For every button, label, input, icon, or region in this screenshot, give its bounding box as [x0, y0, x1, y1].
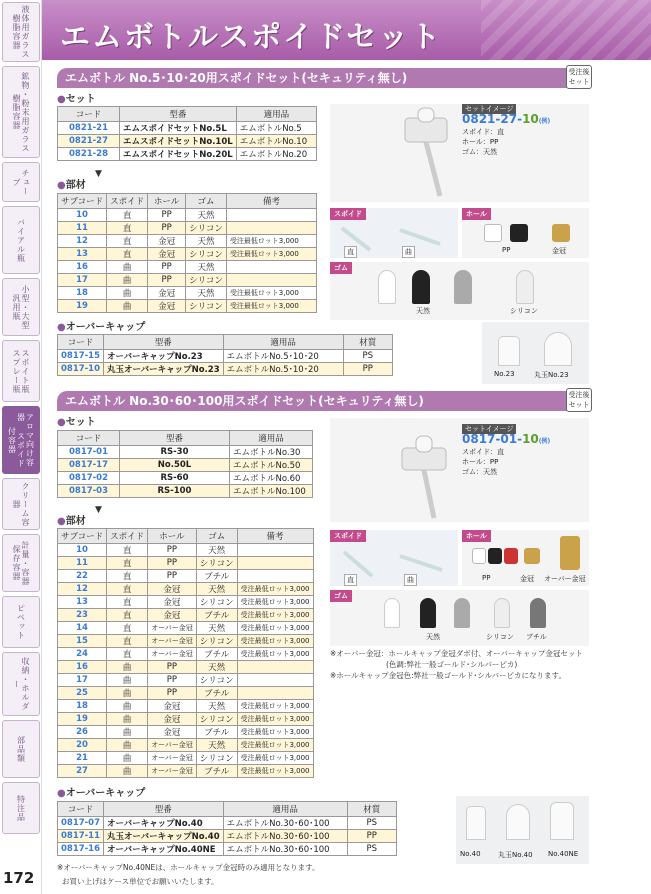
table-cell: 曲 [107, 661, 148, 674]
banner-stripe [481, 0, 651, 60]
table-cell: 0817-07 [58, 817, 104, 830]
table-cell: 金冠 [148, 609, 197, 622]
table-cell: 直 [107, 583, 148, 596]
table-row [58, 739, 314, 752]
table-cell: 受注最低ロット3,000 [237, 622, 313, 635]
table-cell: 13 [58, 248, 107, 261]
table-row [58, 209, 317, 222]
table-cell: PS [347, 843, 396, 856]
table-cell [237, 687, 313, 700]
table-row [58, 274, 317, 287]
table-cell: エムボトルNo.5 [236, 122, 316, 135]
table-cell: PS [343, 350, 392, 363]
table-cell: PP [148, 274, 186, 287]
table-cell: オーバー金冠 [148, 635, 197, 648]
table-cell [226, 261, 316, 274]
table-cell: ブチル [196, 726, 237, 739]
table-row [58, 222, 317, 235]
table-cell: エムボトルNo.60 [230, 472, 313, 485]
rubber-silicone-icon [516, 270, 534, 304]
table-cell: 直 [107, 609, 148, 622]
table-cell: 0821-28 [58, 148, 120, 161]
table-cell: エムボトルNo.5･10･20 [223, 350, 343, 363]
table-cell: 直 [107, 209, 148, 222]
table-row [58, 261, 317, 274]
table-cell: エムボトルNo.100 [230, 485, 313, 498]
overcap-icon [466, 806, 486, 840]
table-cell: 受注最低ロット3,000 [237, 713, 313, 726]
table-cell: PP [148, 209, 186, 222]
sidebar-tab-custom[interactable]: 特注品 [2, 782, 40, 834]
table-cell: 13 [58, 596, 107, 609]
table-cell: ブチル [196, 765, 237, 778]
table-row [58, 570, 314, 583]
section1-spoid-image: スポイド 直 曲 [330, 208, 458, 258]
rubber-grey-icon [454, 598, 470, 628]
table-row [58, 648, 314, 661]
table-row [58, 817, 397, 830]
section1-parts-table: サブコード スポイド ホール ゴム 備考 10 直 PP 天然 11 直 PP シリコン 12 直 金冠 天然 受注最低ロット3,000 13 直 金冠 シリコン 受注最低ロット3,000 16 曲 PP 天然 17 曲 PP シリコン 18 曲 金冠 天然 受注最低ロット3,000 19 曲 金冠 シリコン 受注最低ロット3,000 [57, 193, 317, 313]
table-cell: シリコン [196, 674, 237, 687]
table-cell: PP [343, 363, 392, 376]
table-cell [226, 274, 316, 287]
rubber-white-icon [378, 270, 396, 304]
round-overcap-icon [506, 804, 530, 840]
overgold-cap-icon [560, 536, 580, 570]
table-cell: 曲 [107, 287, 148, 300]
table-cell: 直 [107, 570, 148, 583]
table-cell: 受注最低ロット3,000 [237, 635, 313, 648]
table-cell: エムボトルNo.5･10･20 [223, 363, 343, 376]
table-row [58, 235, 317, 248]
table-row [58, 544, 314, 557]
page-banner [42, 0, 651, 60]
table-cell: エムボトルNo.30･60･100 [223, 817, 347, 830]
table-cell: オーバー金冠 [148, 752, 197, 765]
table-cell: 21 [58, 752, 107, 765]
table-cell: 丸玉オーバーキャップNo.40 [104, 830, 224, 843]
table-cell: 曲 [107, 752, 148, 765]
table-cell: エムボトルNo.30･60･100 [223, 843, 347, 856]
table-cell: 23 [58, 609, 107, 622]
table-row [58, 843, 397, 856]
table-cell: オーバー金冠 [148, 739, 197, 752]
table-cell: 金冠 [148, 248, 186, 261]
table-cell: シリコン [186, 248, 227, 261]
round-overcap-icon [544, 332, 572, 366]
table-cell [237, 570, 313, 583]
table-cell: 天然 [196, 583, 237, 596]
table-cell [237, 557, 313, 570]
table-cell: シリコン [186, 222, 227, 235]
table-row [58, 350, 393, 363]
table-cell: オーバーキャップNo.40NE [104, 843, 224, 856]
table-cell: エムスポイドセットNo.20L [120, 148, 237, 161]
table-row [58, 148, 317, 161]
table-row [58, 661, 314, 674]
table-cell: エムスポイドセットNo.5L [120, 122, 237, 135]
table-cell: エムボトルNo.50 [230, 459, 313, 472]
table-cell: PP [148, 557, 197, 570]
table-cell: PP [148, 570, 197, 583]
table-cell: PP [148, 661, 197, 674]
table-cell: 直 [107, 596, 148, 609]
sidebar-tab-holder[interactable]: 収納・ホルダー [2, 652, 40, 716]
table-row [58, 363, 393, 376]
table-cell: PP [148, 674, 197, 687]
section1-set-table: コード 型番 適用品 0821-21 エムスポイドセットNo.5L エムボトルNo.5 0821-27 エムスポイドセットNo.10L エムボトルNo.10 0821-28 エムスポイドセットNo.20L エムボトルNo.20 [57, 106, 317, 161]
section2-hole-image: ホール PP 金冠 オーバー金冠 [462, 530, 589, 586]
section1-parts-heading: ●部材 [57, 180, 86, 191]
table-cell: 天然 [196, 661, 237, 674]
table-cell: 金冠 [148, 713, 197, 726]
table-cell: 金冠 [148, 300, 186, 313]
section1-rubber-image: ゴム 天然 シリコン [330, 262, 589, 320]
table-cell [237, 661, 313, 674]
table-cell: 曲 [107, 687, 148, 700]
table-cell: 0817-16 [58, 843, 104, 856]
table-cell: 0817-10 [58, 363, 104, 376]
sidebar-tab-liquid[interactable]: 液体用ガラス 樹脂容器 [2, 2, 40, 62]
table-cell: シリコン [196, 635, 237, 648]
table-cell [226, 222, 316, 235]
table-cell: 0817-17 [58, 459, 120, 472]
table-cell: 直 [107, 557, 148, 570]
table-cell: 受注最低ロット3,000 [237, 609, 313, 622]
gold-cap-icon [524, 548, 540, 564]
table-cell: 曲 [107, 739, 148, 752]
sidebar-tab-parts[interactable]: 部品類 [2, 720, 40, 778]
table-cell: 15 [58, 635, 107, 648]
section1-cap-heading: ●オーバーキャップ [57, 322, 146, 333]
table-row [58, 713, 314, 726]
table-cell: 受注最低ロット3,000 [237, 739, 313, 752]
table-cell: 14 [58, 622, 107, 635]
table-cell: 天然 [196, 622, 237, 635]
table-cell: シリコン [196, 596, 237, 609]
table-cell: 12 [58, 583, 107, 596]
table-cell: RS-30 [120, 446, 230, 459]
table-cell: 16 [58, 261, 107, 274]
table-cell: 受注最低ロット3,000 [237, 700, 313, 713]
pp-cap-icon [472, 548, 486, 564]
table-row [58, 596, 314, 609]
section2-set-table: コード 型番 適用品 0817-01 RS-30 エムボトルNo.30 0817-17 No.50L エムボトルNo.50 0817-02 RS-60 エムボトルNo.60 0817-03 RS-100 エムボトルNo.100 [57, 430, 313, 498]
table-cell [226, 209, 316, 222]
table-cell: PP [148, 687, 197, 700]
table-row [58, 765, 314, 778]
section2-note-1: ※オーバー金冠：ホールキャップ金冠ダボ付、オーバーキャップ金冠セット [330, 649, 583, 658]
sidebar-index [0, 0, 42, 894]
table-cell: 24 [58, 648, 107, 661]
section2-title: エムボトル No.30･60･100用スポイドセット(セキュリティ無し) [57, 391, 589, 411]
table-row [58, 726, 314, 739]
table-cell: 曲 [107, 300, 148, 313]
table-cell: 12 [58, 235, 107, 248]
table-cell: 直 [107, 248, 148, 261]
table-cell: エムスポイドセットNo.10L [120, 135, 237, 148]
section1-order-badge: 受注後 セット [566, 65, 592, 89]
table-cell: エムボトルNo.30 [230, 446, 313, 459]
table-cell: 曲 [107, 726, 148, 739]
table-row [58, 287, 317, 300]
table-cell: 曲 [107, 765, 148, 778]
rubber-butyl-icon [530, 598, 546, 628]
table-cell: 27 [58, 765, 107, 778]
sidebar-tab-aroma[interactable]: アロマ向け容器 スポイド付容器 [2, 406, 40, 474]
table-cell: 金冠 [148, 235, 186, 248]
table-cell: 受注最低ロット3,000 [237, 726, 313, 739]
section2-cap-table: コード 型番 適用品 材質 0817-07 オーバーキャップNo.40 エムボトルNo.30･60･100 PS 0817-11 丸玉オーバーキャップNo.40 エムボトルNo.30･60･100 PP 0817-16 オーバーキャップNo.40NE エムボトルNo.30･60･100 PS [57, 801, 397, 856]
table-row [58, 135, 317, 148]
rubber-black-icon [420, 598, 436, 628]
sidebar-tab-vial[interactable]: バイアル瓶 [2, 206, 40, 274]
table-cell: 20 [58, 739, 107, 752]
table-cell: ブチル [196, 570, 237, 583]
table-cell: オーバー金冠 [148, 648, 197, 661]
table-row [58, 687, 314, 700]
table-cell: 受注最低ロット3,000 [226, 300, 316, 313]
table-cell: 受注最低ロット3,000 [237, 648, 313, 661]
table-cell: 金冠 [148, 287, 186, 300]
table-row [58, 300, 317, 313]
table-cell: 19 [58, 713, 107, 726]
table-cell: オーバー金冠 [148, 765, 197, 778]
table-cell: No.50L [120, 459, 230, 472]
table-cell: 17 [58, 674, 107, 687]
gold-cap-icon [552, 224, 570, 242]
overcap-ne-icon [550, 802, 574, 840]
table-cell: 0817-01 [58, 446, 120, 459]
table-cell: 10 [58, 544, 107, 557]
table-cell: 金冠 [148, 583, 197, 596]
table-cell: PP [148, 544, 197, 557]
sidebar-tab-tube[interactable]: チューブ [2, 162, 40, 202]
table-cell: PP [347, 830, 396, 843]
table-cell: 18 [58, 287, 107, 300]
table-row [58, 485, 313, 498]
table-cell: 曲 [107, 713, 148, 726]
table-cell: PS [347, 817, 396, 830]
table-cell: 19 [58, 300, 107, 313]
table-cell: オーバー金冠 [148, 622, 197, 635]
table-row [58, 635, 314, 648]
table-cell: オーバーキャップNo.40 [104, 817, 224, 830]
page-number: 172 [3, 869, 35, 887]
table-cell: シリコン [196, 713, 237, 726]
black-cap-icon [510, 224, 528, 242]
table-row [58, 674, 314, 687]
table-cell: 天然 [186, 209, 227, 222]
table-cell: 0817-03 [58, 485, 120, 498]
table-cell: RS-60 [120, 472, 230, 485]
overcap-icon [498, 336, 520, 366]
section2-parts-table: サブコード スポイド ホール ゴム 備考 10 直 PP 天然 11 直 PP シリコン 22 直 PP ブチル 12 直 金冠 天然 受注最低ロット3,000 13 直 金冠 シリコン 受注最低ロット3,000 23 直 金冠 ブチル 受注最低ロット3,000 14 直 オーバー金冠 天然 受注最低ロット3,000 15 直 オーバー金冠 シリコン 受注最低ロット3,000 24 直 オーバー金冠 ブチル 受注最低ロット3,000 16 曲 PP 天然 17 曲 PP シリコン 25 曲 PP ブチル 18 曲 金冠 天然 受注最低ロット3,000 19 曲 金冠 シリコン 受注最低ロット3,000 26 曲 金冠 ブチル 受注最低ロット3,000 20 曲 オーバー金冠 天然 受注最低ロット3,000 21 曲 オーバー金冠 シリコン 受注最低ロット3,000 27 曲 オーバー金冠 ブチル 受注最低ロット3,000 [57, 528, 314, 778]
page-title: エムボトルスポイドセット [60, 20, 443, 55]
table-cell: 0817-11 [58, 830, 104, 843]
table-cell: 11 [58, 557, 107, 570]
table-cell: 11 [58, 222, 107, 235]
table-row [58, 583, 314, 596]
table-cell: 直 [107, 235, 148, 248]
table-row [58, 622, 314, 635]
rubber-grey-icon [454, 270, 472, 304]
sidebar-tab-pipette[interactable]: ピペット [2, 596, 40, 648]
table-cell: 受注最低ロット3,000 [237, 596, 313, 609]
table-cell: ブチル [196, 687, 237, 700]
section1-cap-table: コード 型番 適用品 材質 0817-15 オーバーキャップNo.23 エムボトルNo.5･10･20 PS 0817-10 丸玉オーバーキャップNo.23 エムボトルNo.5･10･20 PP [57, 334, 393, 376]
table-row [58, 557, 314, 570]
table-row [58, 248, 317, 261]
section1-title: エムボトル No.5･10･20用スポイドセット(セキュリティ無し) [57, 68, 589, 88]
footer-note-1: ※オーバーキャップNo.40NEは、ホールキャップ金冠時のみ適用となります。 [57, 863, 320, 872]
table-row [58, 122, 317, 135]
table-cell: 金冠 [148, 700, 197, 713]
section2-order-badge: 受注後 セット [566, 388, 592, 412]
section1-hole-image: ホール PP 金冠 [462, 208, 589, 258]
table-cell: 天然 [196, 544, 237, 557]
section2-note-3: ※ホールキャップ金冠色:弊社一般ゴールド･シルバーピカになります。 [330, 671, 566, 680]
section1-set-legend: セットイメージ 0821-27-10(例) スポイド：直 ホール：PP ゴム：天然 [462, 105, 551, 156]
table-cell: 天然 [196, 739, 237, 752]
sidebar-tab-general[interactable]: 小型・大型 汎用瓶 [2, 278, 40, 336]
table-cell: PP [148, 261, 186, 274]
table-cell [237, 544, 313, 557]
sidebar-tab-cream[interactable]: クリーム容器 [2, 478, 40, 530]
table-cell: ブチル [196, 609, 237, 622]
table-cell: 受注最低ロット3,000 [237, 752, 313, 765]
table-cell: エムボトルNo.20 [236, 148, 316, 161]
footer-note-2: お買い上げはケース単位でお願いいたします。 [62, 877, 219, 886]
table-cell: シリコン [186, 300, 227, 313]
section2-parts-heading: ●部材 [57, 516, 86, 527]
sidebar-tab-measure[interactable]: 計量・容器 保存容器 [2, 534, 40, 592]
section2-cap-image: No.40 丸玉No.40 No.40NE [456, 796, 589, 864]
table-cell: 18 [58, 700, 107, 713]
section2-spoid-image: スポイド 直 曲 [330, 530, 458, 586]
table-cell: 0817-15 [58, 350, 104, 363]
section2-note-2: (色調:弊社一般ゴールド･シルバーピカ) [386, 660, 518, 669]
table-cell: 直 [107, 222, 148, 235]
sidebar-tab-spray[interactable]: スポイト瓶 スプレー瓶 [2, 340, 40, 402]
table-cell: 金冠 [148, 596, 197, 609]
rubber-black-icon [412, 270, 430, 304]
table-cell: 受注最低ロット3,000 [226, 235, 316, 248]
section2-set-legend: セットイメージ 0817-01-10(例) スポイド：直 ホール：PP ゴム：天然 [462, 425, 551, 476]
arrow-down-icon: ▼ [95, 505, 102, 515]
table-row [58, 609, 314, 622]
table-cell: 0821-27 [58, 135, 120, 148]
table-cell: オーバーキャップNo.23 [104, 350, 224, 363]
table-cell: 17 [58, 274, 107, 287]
table-cell: 0821-21 [58, 122, 120, 135]
table-row [58, 446, 313, 459]
table-row [58, 830, 397, 843]
table-cell: シリコン [196, 752, 237, 765]
section1-cap-image: No.23 丸玉No.23 [482, 322, 589, 384]
black-cap-icon [488, 548, 502, 564]
table-cell: 受注最低ロット3,000 [237, 765, 313, 778]
table-cell: PP [148, 222, 186, 235]
table-cell: 曲 [107, 700, 148, 713]
table-cell: 25 [58, 687, 107, 700]
sidebar-tab-powder[interactable]: 鉱物・粉末用ガラス 樹脂容器 [2, 66, 40, 158]
table-cell: 直 [107, 648, 148, 661]
table-cell: 天然 [186, 261, 227, 274]
table-row [58, 459, 313, 472]
section2-set-heading: ●セット [57, 417, 96, 428]
table-cell: 天然 [186, 287, 227, 300]
section2-cap-heading: ●オーバーキャップ [57, 788, 146, 799]
table-cell: 直 [107, 622, 148, 635]
pp-cap-icon [484, 224, 502, 242]
set-code: 0821-27- [462, 112, 523, 126]
table-cell [237, 674, 313, 687]
table-cell: 10 [58, 209, 107, 222]
rubber-white-icon [384, 598, 400, 628]
table-cell: 曲 [107, 274, 148, 287]
table-cell: RS-100 [120, 485, 230, 498]
table-cell: 22 [58, 570, 107, 583]
table-cell: ブチル [196, 648, 237, 661]
table-cell: 受注最低ロット3,000 [237, 583, 313, 596]
table-cell: 金冠 [148, 726, 197, 739]
table-cell: 受注最低ロット3,000 [226, 287, 316, 300]
table-cell: 0817-02 [58, 472, 120, 485]
table-cell: エムボトルNo.30･60･100 [223, 830, 347, 843]
table-cell: 曲 [107, 261, 148, 274]
table-cell: エムボトルNo.10 [236, 135, 316, 148]
table-cell: 丸玉オーバーキャップNo.23 [104, 363, 224, 376]
table-cell: 曲 [107, 674, 148, 687]
table-cell: 26 [58, 726, 107, 739]
arrow-down-icon: ▼ [95, 169, 102, 179]
table-cell: 16 [58, 661, 107, 674]
table-cell: 直 [107, 635, 148, 648]
table-cell: 受注最低ロット3,000 [226, 248, 316, 261]
table-row [58, 752, 314, 765]
section2-rubber-image: ゴム 天然 シリコン ブチル [330, 590, 589, 646]
table-cell: 直 [107, 544, 148, 557]
red-cap-icon [504, 548, 518, 564]
section1-set-heading: ●セット [57, 94, 96, 105]
table-cell: 天然 [186, 235, 227, 248]
table-cell: 天然 [196, 700, 237, 713]
table-cell: シリコン [186, 274, 227, 287]
rubber-silicone-icon [494, 598, 510, 628]
table-row [58, 700, 314, 713]
table-cell: シリコン [196, 557, 237, 570]
table-row [58, 472, 313, 485]
